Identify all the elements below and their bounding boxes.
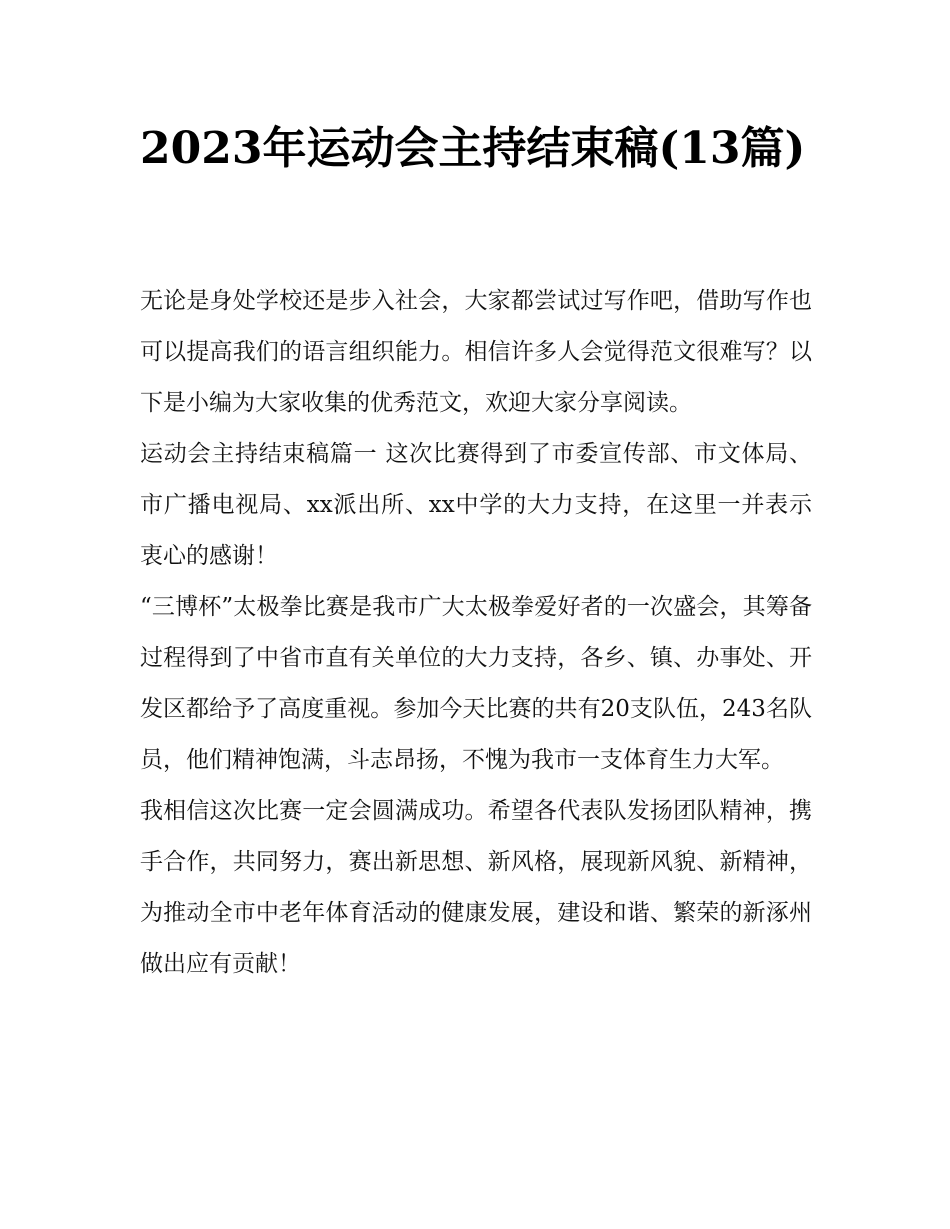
document-body (140, 276, 812, 990)
paragraph-2: “三博杯”太极拳比赛是我市广大太极拳爱好者的一次盛会，其筹备过程得到了中省市直有关单位的大力支持，各乡、镇、办事处、开发区都给予了高度重视。参加今天比赛的共有20支队伍，243名队员，他们精神饱满，斗志昂扬，不愧为我市一支体育生力大军。 (140, 594, 812, 773)
paragraph-1: 运动会主持结束稿篇一 这次比赛得到了市委宣传部、市文体局、市广播电视局、xx派出所、xx中学的大力支持，在这里一并表示衷心的感谢！ (140, 441, 812, 569)
paragraph-intro: 无论是身处学校还是步入社会，大家都尝试过写作吧，借助写作也可以提高我们的语言组织能力。相信许多人会觉得范文很难写？以下是小编为大家收集的优秀范文，欢迎大家分享阅读。 (140, 288, 812, 416)
document-title: 2023年运动会主持结束稿(13篇) (140, 123, 806, 174)
paragraph-3: 我相信这次比赛一定会圆满成功。希望各代表队发扬团队精神，携手合作，共同努力，赛出新思想、新风格，展现新风貌、新精神，为推动全市中老年体育活动的健康发展，建设和谐、繁荣的新涿州做出应有贡献！ (140, 798, 812, 977)
